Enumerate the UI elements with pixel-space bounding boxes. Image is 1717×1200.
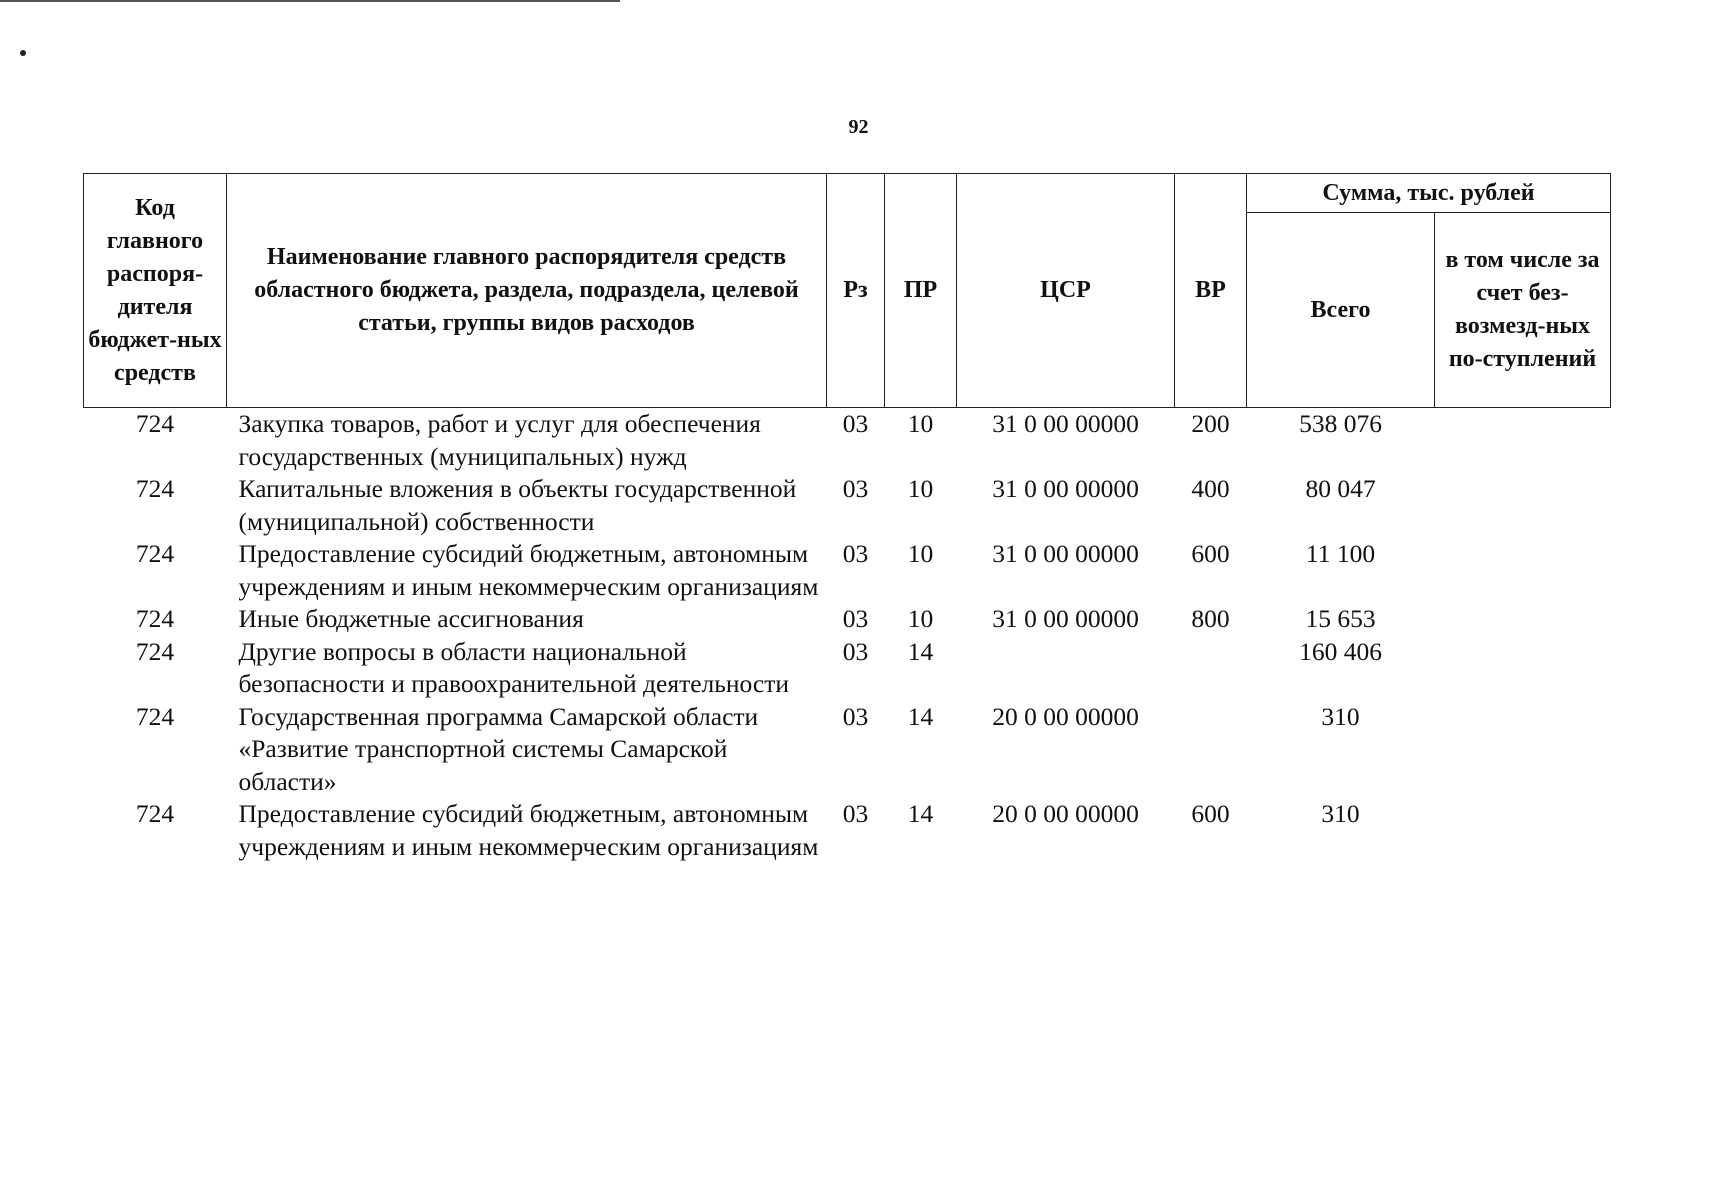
- cell-grant: [1435, 636, 1611, 701]
- cell-name: Предоставление субсидий бюджетным, автономным учреждениям и иным некоммерческим организациям: [238, 799, 819, 861]
- cell-pr: 10: [907, 474, 934, 503]
- cell-code: 724: [135, 604, 175, 633]
- cell-grant: [1435, 473, 1611, 538]
- cell-rz: 03: [827, 408, 885, 474]
- header-sum: Сумма, тыс. рублей: [1247, 174, 1611, 213]
- cell-name: Предоставление субсидий бюджетным, автономным учреждениям и иным некоммерческим организациям: [238, 539, 819, 601]
- cell-code: 724: [135, 701, 175, 731]
- page-speck: [20, 50, 26, 56]
- cell-name: Капитальные вложения в объекты государственной (муниципальной) собственности: [238, 474, 797, 536]
- cell-vr: [1175, 701, 1247, 799]
- cell-total: 80 047: [1305, 474, 1376, 503]
- cell-csr: 20 0 00 00000: [992, 799, 1139, 828]
- header-code: Код главного распоря-дителя бюджет-ных средств: [84, 174, 227, 408]
- cell-grant: [1435, 408, 1611, 474]
- cell-vr: 600: [1191, 799, 1230, 828]
- cell-vr: [1175, 636, 1247, 701]
- cell-name: Иные бюджетные ассигнования: [238, 604, 584, 633]
- table-row: [84, 636, 1611, 701]
- cell-rz: 03: [842, 604, 869, 633]
- cell-csr: 31 0 00 00000: [992, 604, 1139, 633]
- table-row: [84, 701, 1611, 799]
- header-csr: ЦСР: [957, 174, 1175, 408]
- cell-total: 15 653: [1305, 604, 1376, 633]
- table-row: [84, 473, 1611, 538]
- header-name: Наименование главного распорядителя средств областного бюджета, раздела, подраздела, целевой статьи, группы видов расходов: [227, 174, 827, 408]
- cell-pr: 14: [907, 636, 934, 666]
- cell-pr: 10: [885, 408, 957, 474]
- header-pr: ПР: [885, 174, 957, 408]
- cell-total: 160 406: [1299, 636, 1382, 666]
- header-total: Всего: [1247, 213, 1435, 408]
- cell-code: 724: [135, 474, 175, 503]
- budget-table: [83, 173, 1611, 863]
- cell-csr: 31 0 00 00000: [992, 539, 1139, 568]
- cell-rz: 03: [842, 701, 869, 731]
- cell-vr: 600: [1191, 539, 1230, 568]
- cell-total: 310: [1321, 799, 1360, 828]
- cell-vr: 800: [1191, 604, 1230, 633]
- cell-rz: 03: [842, 636, 869, 666]
- cell-name: Государственная программа Самарской области «Развитие транспортной системы Самарской области»: [238, 701, 759, 796]
- cell-pr: 10: [907, 539, 934, 568]
- cell-total: 538 076: [1247, 408, 1435, 474]
- cell-csr: 20 0 00 00000: [992, 701, 1139, 731]
- table-header: [84, 174, 1611, 408]
- table-body: [84, 408, 1611, 864]
- page-top-line: [0, 0, 620, 2]
- cell-grant: [1435, 538, 1611, 603]
- cell-code: 724: [135, 539, 175, 568]
- cell-total: 11 100: [1305, 539, 1376, 568]
- cell-csr: 31 0 00 00000: [957, 408, 1175, 474]
- cell-vr: 400: [1191, 474, 1230, 503]
- header-vr: ВР: [1175, 174, 1247, 408]
- table-row: [84, 798, 1611, 863]
- table-row: [84, 408, 1611, 474]
- cell-pr: 10: [907, 604, 934, 633]
- cell-name: Другие вопросы в области национальной безопасности и правоохранительной деятельности: [238, 636, 790, 698]
- cell-code: 724: [135, 799, 175, 828]
- cell-code: 724: [84, 408, 227, 474]
- cell-rz: 03: [842, 539, 869, 568]
- cell-vr: 200: [1175, 408, 1247, 474]
- header-rz: Рз: [827, 174, 885, 408]
- cell-csr: [957, 636, 1175, 701]
- cell-csr: 31 0 00 00000: [992, 474, 1139, 503]
- cell-pr: 14: [907, 799, 934, 828]
- cell-rz: 03: [842, 474, 869, 503]
- cell-total: 310: [1321, 701, 1360, 731]
- cell-grant: [1435, 603, 1611, 636]
- cell-rz: 03: [842, 799, 869, 828]
- cell-code: 724: [135, 636, 175, 666]
- header-grant: в том числе за счет без-возмезд-ных по-ступлений: [1435, 213, 1611, 408]
- table-row: [84, 538, 1611, 603]
- cell-grant: [1435, 798, 1611, 863]
- cell-name: Закупка товаров, работ и услуг для обеспечения государственных (муниципальных) нужд: [227, 408, 827, 474]
- cell-pr: 14: [907, 701, 934, 731]
- table-row: [84, 603, 1611, 636]
- cell-grant: [1435, 701, 1611, 799]
- page-number: 92: [848, 116, 869, 138]
